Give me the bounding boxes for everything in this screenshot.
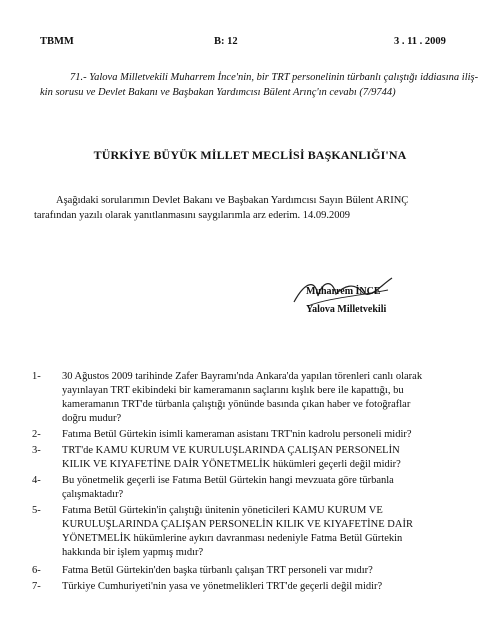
intro-paragraph bbox=[34, 193, 474, 223]
signature-role: Yalova Milletvekili bbox=[306, 304, 387, 315]
question-line: KURULUŞLARINDA ÇALIŞAN PERSONELİN KILIK VE KIYAFETİNE DAİR bbox=[62, 519, 413, 530]
question-number: 5- bbox=[32, 505, 41, 516]
question-number: 7- bbox=[32, 581, 41, 592]
question-line: çalışmaktadır? bbox=[62, 489, 124, 500]
question-line: Fatıma Betül Gürtekin'in çalıştığı ünitenin yöneticileri KAMU KURUM VE bbox=[62, 505, 383, 516]
question-line: YÖNETMELİK hükümlerine aykırı davranması nedeniyle Fatma Betül Gürtekin bbox=[62, 533, 403, 544]
question-text bbox=[62, 504, 478, 560]
question-text bbox=[62, 428, 478, 442]
question-line: Fatma Betül Gürtekin'den başka türbanlı çalışan TRT personeli var mıdır? bbox=[62, 565, 373, 576]
header-center: B: 12 bbox=[214, 36, 238, 47]
question-text bbox=[62, 474, 478, 502]
question-line: KILIK VE KIYAFETİNE DAİR YÖNETMELİK hükümleri geçerli değil midir? bbox=[62, 459, 401, 470]
subject-line: 71.- Yalova Milletvekili Muharrem İnce'nin, bir TRT personelinin türbanlı çalıştığı iddiasına iliş- bbox=[70, 72, 479, 83]
subject-paragraph bbox=[40, 70, 479, 100]
question-number: 6- bbox=[32, 565, 41, 576]
question-line: TRT'de KAMU KURUM VE KURULUŞLARINDA ÇALIŞAN PERSONELİN bbox=[62, 445, 400, 456]
question-number: 1- bbox=[32, 371, 41, 382]
question-number: 4- bbox=[32, 475, 41, 486]
question-line: Bu yönetmelik geçerli ise Fatıma Betül Gürtekin hangi mevzuata göre türbanla bbox=[62, 475, 394, 486]
question-text bbox=[62, 444, 478, 472]
header-left: TBMM bbox=[40, 36, 74, 47]
intro-line: Aşağıdaki sorularımın Devlet Bakanı ve Başbakan Yardımcısı Sayın Bülent ARINÇ bbox=[56, 195, 409, 206]
question-line: Türkiye Cumhuriyeti'nin yasa ve yönetmelikleri TRT'de geçerli değil midir? bbox=[62, 581, 383, 592]
header-date: 3 . 11 . 2009 bbox=[394, 36, 446, 47]
subject-line: kin sorusu ve Devlet Bakanı ve Başbakan Yardımcısı Bülent Arınç'ın cevabı (7/9744) bbox=[40, 87, 396, 98]
intro-line: tarafından yazılı olarak yanıtlanmasını saygılarımla arz ederim. 14.09.2009 bbox=[34, 210, 351, 221]
question-text bbox=[62, 564, 478, 578]
question-line: Fatıma Betül Gürtekin isimli kameraman asistanı TRT'nin kadrolu personeli midir? bbox=[62, 429, 412, 440]
question-line: kameramanın TRT'de türbanla çalıştığı yönünde basında çıkan haber ve fotoğraflar bbox=[62, 399, 411, 410]
document-title: TÜRKİYE BÜYÜK MİLLET MECLİSİ BAŞKANLIĞI'NA bbox=[93, 148, 407, 162]
question-text bbox=[62, 580, 478, 594]
question-line: hakkında bir işlem yapmış mıdır? bbox=[62, 547, 204, 558]
question-line: doğru mudur? bbox=[62, 413, 122, 424]
signature-name: Muharrem İNCE bbox=[306, 286, 381, 297]
question-number: 2- bbox=[32, 429, 41, 440]
question-number: 3- bbox=[32, 445, 41, 456]
question-line: 30 Ağustos 2009 tarihinde Zafer Bayramı'nda Ankara'da yapılan törenleri canlı olarak bbox=[62, 371, 423, 382]
question-text bbox=[62, 370, 478, 426]
question-line: yayınlayan TRT ekibindeki bir kameramanın saçlarını kışlık bere ile kapattığı, bu bbox=[62, 385, 404, 396]
